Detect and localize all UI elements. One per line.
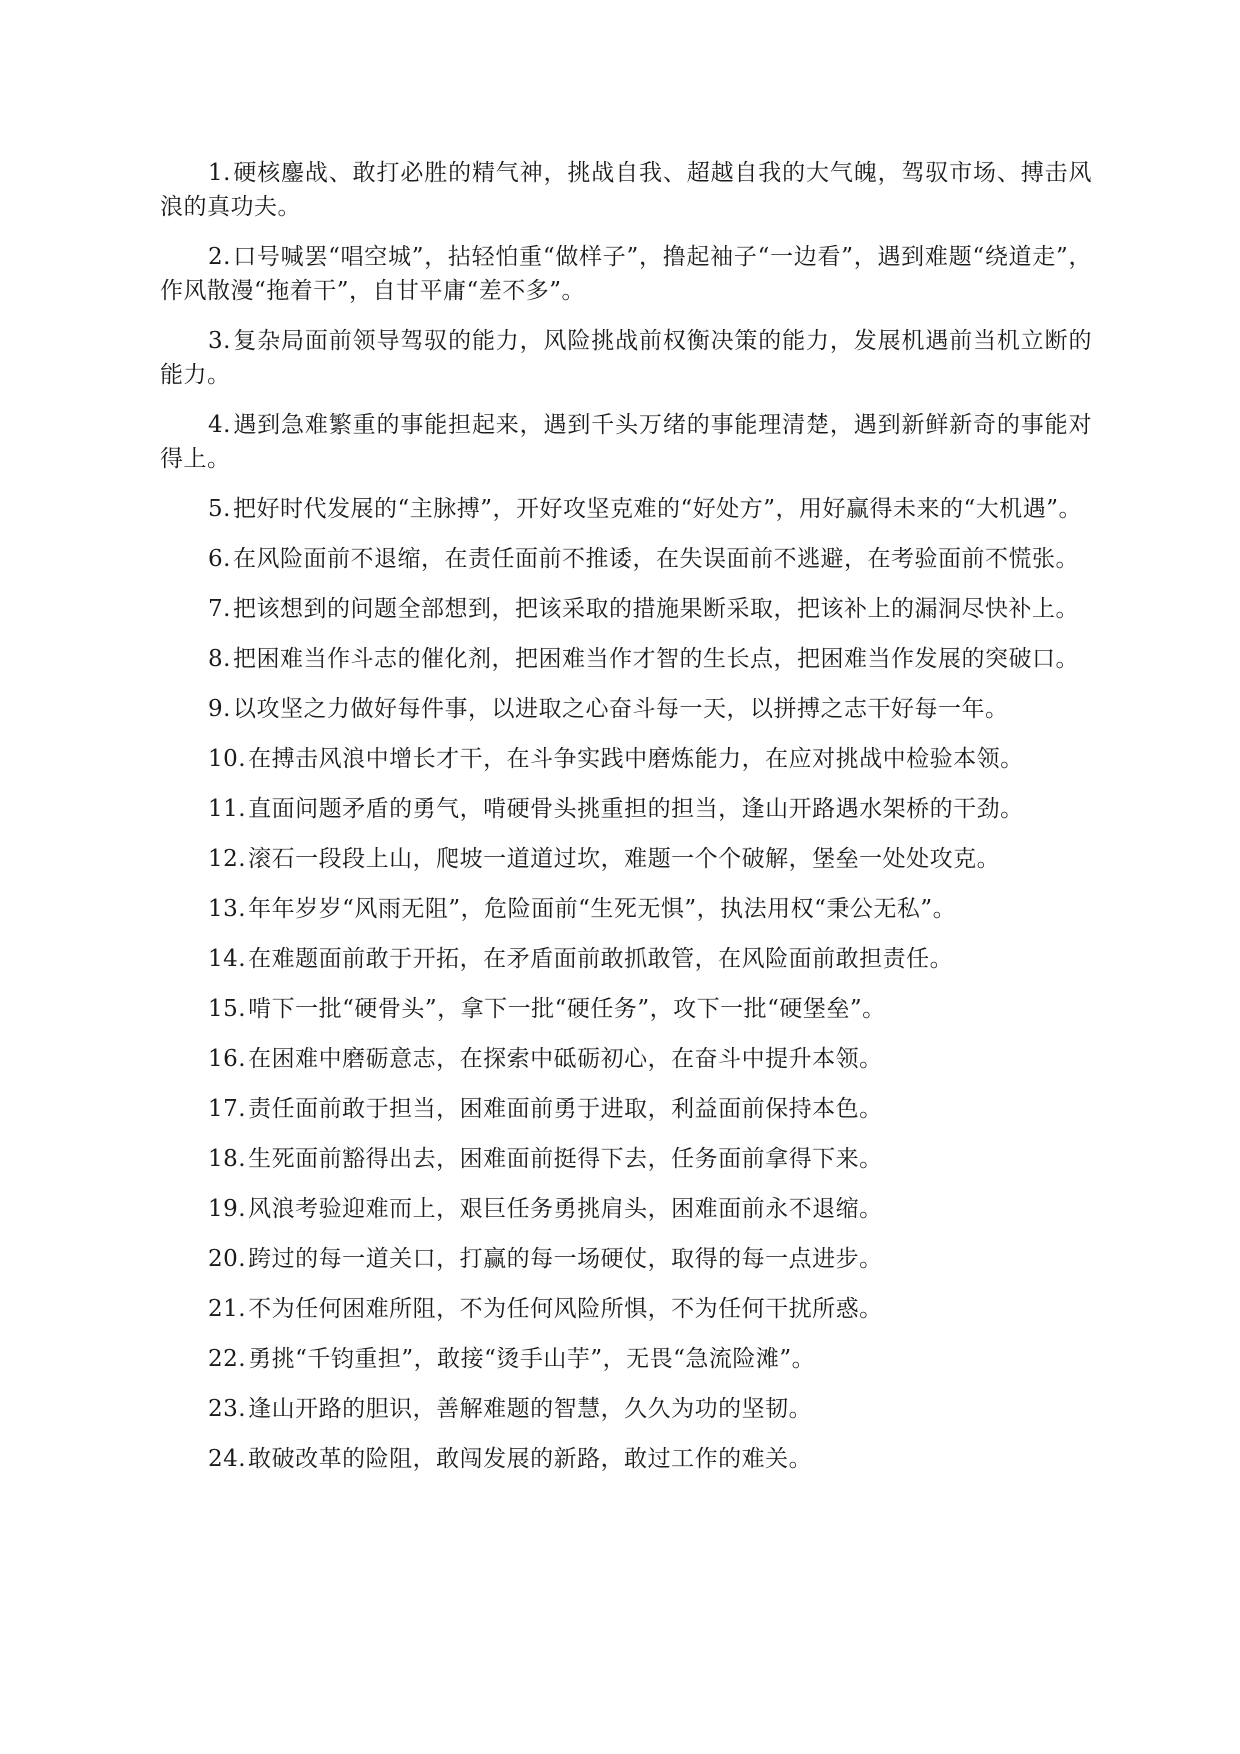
- item-number: 20.: [208, 1246, 247, 1272]
- list-item: [160, 1192, 1092, 1226]
- item-text: 啃下一批“硬骨头”，拿下一批“硬任务”，攻下一批“硬堡垒”。: [248, 996, 886, 1022]
- list-item: [160, 1392, 1092, 1426]
- item-number: 9.: [208, 696, 231, 722]
- list-item: [160, 642, 1092, 676]
- item-text: 不为任何困难所阻，不为任何风险所惧，不为任何干扰所惑。: [248, 1296, 883, 1322]
- numbered-list: [160, 156, 1092, 1492]
- list-item: [160, 1242, 1092, 1276]
- list-item: [160, 692, 1092, 726]
- item-text: 跨过的每一道关口，打赢的每一场硬仗，取得的每一点进步。: [248, 1246, 883, 1272]
- list-item: [160, 542, 1092, 576]
- list-item: [160, 1342, 1092, 1376]
- item-number: 24.: [208, 1446, 247, 1472]
- item-text: 把好时代发展的“主脉搏”，开好攻坚克难的“好处方”，用好赢得未来的“大机遇”。: [232, 496, 1083, 522]
- item-number: 18.: [208, 1146, 247, 1172]
- item-text: 敢破改革的险阻，敢闯发展的新路，敢过工作的难关。: [248, 1446, 813, 1472]
- item-number: 7.: [208, 596, 231, 622]
- item-text: 年年岁岁“风雨无阻”，危险面前“生死无惧”，执法用权“秉公无私”。: [248, 896, 957, 922]
- item-text: 直面问题矛盾的勇气，啃硬骨头挑重担的担当，逢山开路遇水架桥的干劲。: [248, 796, 1024, 822]
- item-text: 把该想到的问题全部想到，把该采取的措施果断采取，把该补上的漏洞尽快补上。: [232, 596, 1079, 622]
- item-number: 6.: [208, 546, 231, 572]
- list-item: [160, 156, 1092, 224]
- item-text: 滚石一段段上山，爬坡一道道过坎，难题一个个破解，堡垒一处处攻克。: [248, 846, 1001, 872]
- list-item: [160, 892, 1092, 926]
- item-text: 复杂局面前领导驾驭的能力，风险挑战前权衡决策的能力，发展机遇前当机立断的能力。: [160, 328, 1092, 388]
- list-item: [160, 942, 1092, 976]
- item-text: 遇到急难繁重的事能担起来，遇到千头万绪的事能理清楚，遇到新鲜新奇的事能对得上。: [160, 412, 1092, 472]
- item-text: 硬核鏖战、敢打必胜的精气神，挑战自我、超越自我的大气魄，驾驭市场、搏击风浪的真功夫。: [160, 160, 1092, 220]
- item-number: 15.: [208, 996, 247, 1022]
- list-item: [160, 1292, 1092, 1326]
- item-number: 10.: [208, 746, 247, 772]
- list-item: [160, 240, 1092, 308]
- list-item: [160, 1142, 1092, 1176]
- item-text: 在难题面前敢于开拓，在矛盾面前敢抓敢管，在风险面前敢担责任。: [248, 946, 954, 972]
- item-text: 以攻坚之力做好每件事，以进取之心奋斗每一天，以拼搏之志干好每一年。: [232, 696, 1009, 722]
- item-number: 14.: [208, 946, 247, 972]
- item-number: 23.: [208, 1396, 247, 1422]
- item-text: 风浪考验迎难而上，艰巨任务勇挑肩头，困难面前永不退缩。: [248, 1196, 883, 1222]
- list-item: [160, 1042, 1092, 1076]
- list-item: [160, 592, 1092, 626]
- item-number: 5.: [208, 496, 231, 522]
- list-item: [160, 792, 1092, 826]
- list-item: [160, 324, 1092, 392]
- item-number: 11.: [208, 796, 247, 822]
- item-number: 1.: [208, 160, 231, 186]
- item-number: 8.: [208, 646, 231, 672]
- item-number: 16.: [208, 1046, 247, 1072]
- item-number: 21.: [208, 1296, 247, 1322]
- item-text: 责任面前敢于担当，困难面前勇于进取，利益面前保持本色。: [248, 1096, 883, 1122]
- list-item: [160, 408, 1092, 476]
- list-item: [160, 1442, 1092, 1476]
- list-item: [160, 992, 1092, 1026]
- item-text: 在搏击风浪中增长才干，在斗争实践中磨炼能力，在应对挑战中检验本领。: [248, 746, 1024, 772]
- item-text: 在风险面前不退缩，在责任面前不推诿，在失误面前不逃避，在考验面前不慌张。: [232, 546, 1079, 572]
- item-number: 3.: [208, 328, 231, 354]
- list-item: [160, 492, 1092, 526]
- item-text: 逢山开路的胆识，善解难题的智慧，久久为功的坚韧。: [248, 1396, 813, 1422]
- item-number: 4.: [208, 412, 231, 438]
- list-item: [160, 842, 1092, 876]
- item-number: 12.: [208, 846, 247, 872]
- item-text: 在困难中磨砺意志，在探索中砥砺初心，在奋斗中提升本领。: [248, 1046, 883, 1072]
- item-text: 勇挑“千钧重担”，敢接“烫手山芋”，无畏“急流险滩”。: [248, 1346, 816, 1372]
- item-number: 19.: [208, 1196, 247, 1222]
- item-number: 22.: [208, 1346, 247, 1372]
- item-text: 生死面前豁得出去，困难面前挺得下去，任务面前拿得下来。: [248, 1146, 883, 1172]
- item-number: 2.: [208, 244, 231, 270]
- item-number: 13.: [208, 896, 247, 922]
- item-text: 口号喊罢“唱空城”，拈轻怕重“做样子”，撸起袖子“一边看”，遇到难题“绕道走”，作风散漫“拖着干”，自甘平庸“差不多”。: [160, 244, 1092, 304]
- item-number: 17.: [208, 1096, 247, 1122]
- list-item: [160, 742, 1092, 776]
- item-text: 把困难当作斗志的催化剂，把困难当作才智的生长点，把困难当作发展的突破口。: [232, 646, 1079, 672]
- list-item: [160, 1092, 1092, 1126]
